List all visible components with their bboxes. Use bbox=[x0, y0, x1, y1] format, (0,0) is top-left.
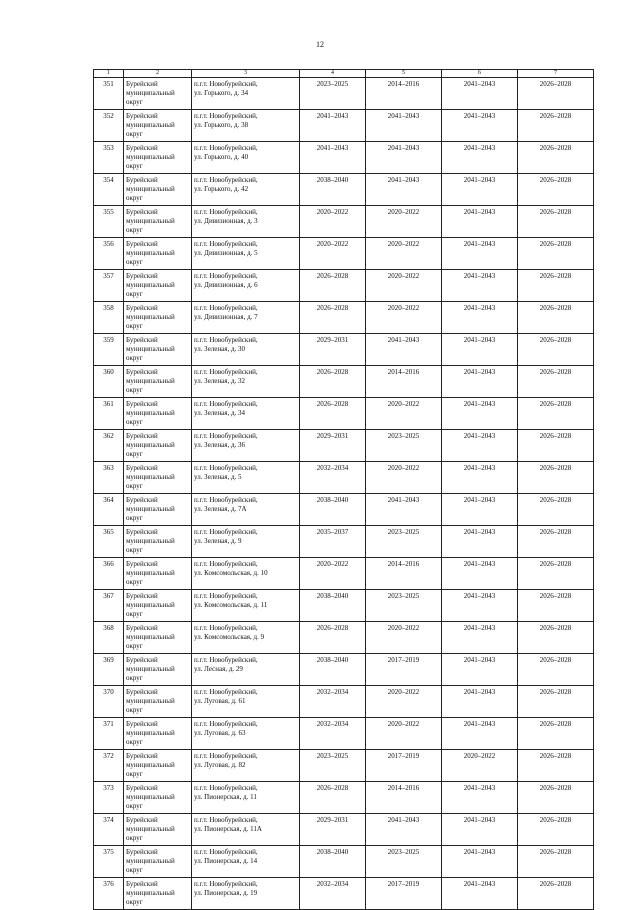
address-street: ул. Зеленая, д. 30 bbox=[194, 345, 246, 353]
period-col4: 2026–2028 bbox=[300, 302, 366, 334]
row-number: 358 bbox=[94, 302, 124, 334]
period-col4: 2038–2040 bbox=[300, 654, 366, 686]
period-col6: 2041–2043 bbox=[442, 526, 518, 558]
district-cell: Бурейский муниципальный округ bbox=[124, 366, 192, 398]
period-col6: 2041–2043 bbox=[442, 622, 518, 654]
row-number: 359 bbox=[94, 334, 124, 366]
period-col5: 2023–2025 bbox=[366, 846, 442, 878]
address-settlement: п.г.т. Новобурейский, bbox=[194, 560, 258, 568]
district-cell: Бурейский муниципальный округ bbox=[124, 878, 192, 910]
address-settlement: п.г.т. Новобурейский, bbox=[194, 720, 258, 728]
address-street: ул. Луговая, д. 63 bbox=[194, 729, 246, 737]
period-col5: 2041–2043 bbox=[366, 174, 442, 206]
schedule-table bbox=[93, 69, 594, 910]
period-col6: 2041–2043 bbox=[442, 462, 518, 494]
period-col7: 2026–2028 bbox=[518, 494, 594, 526]
period-col4: 2038–2040 bbox=[300, 494, 366, 526]
district-cell: Бурейский муниципальный округ bbox=[124, 782, 192, 814]
period-col4: 2026–2028 bbox=[300, 270, 366, 302]
address-street: ул. Зеленая, д. 34 bbox=[194, 409, 246, 417]
period-col7: 2026–2028 bbox=[518, 814, 594, 846]
period-col5: 2020–2022 bbox=[366, 462, 442, 494]
row-number: 352 bbox=[94, 110, 124, 142]
row-number: 363 bbox=[94, 462, 124, 494]
table-row bbox=[94, 302, 594, 334]
district-cell: Бурейский муниципальный округ bbox=[124, 430, 192, 462]
address-street: ул. Комсомольская, д. 10 bbox=[194, 569, 268, 577]
address-settlement: п.г.т. Новобурейский, bbox=[194, 656, 258, 664]
address-settlement: п.г.т. Новобурейский, bbox=[194, 592, 258, 600]
table-row bbox=[94, 654, 594, 686]
address-street: ул. Горького, д. 42 bbox=[194, 185, 249, 193]
period-col4: 2029–2031 bbox=[300, 430, 366, 462]
period-col6: 2041–2043 bbox=[442, 270, 518, 302]
address-cell bbox=[192, 366, 300, 398]
period-col7: 2026–2028 bbox=[518, 718, 594, 750]
period-col7: 2026–2028 bbox=[518, 622, 594, 654]
address-street: ул. Комсомольская, д. 11 bbox=[194, 601, 268, 609]
district-cell: Бурейский муниципальный округ bbox=[124, 238, 192, 270]
table-row bbox=[94, 750, 594, 782]
row-number: 367 bbox=[94, 590, 124, 622]
address-cell bbox=[192, 558, 300, 590]
table-row bbox=[94, 398, 594, 430]
address-cell bbox=[192, 462, 300, 494]
period-col5: 2041–2043 bbox=[366, 494, 442, 526]
address-cell bbox=[192, 142, 300, 174]
period-col5: 2014–2016 bbox=[366, 782, 442, 814]
address-street: ул. Дивизионная, д. 3 bbox=[194, 217, 258, 225]
table-row bbox=[94, 430, 594, 462]
period-col5: 2020–2022 bbox=[366, 206, 442, 238]
district-cell: Бурейский муниципальный округ bbox=[124, 334, 192, 366]
period-col7: 2026–2028 bbox=[518, 590, 594, 622]
address-settlement: п.г.т. Новобурейский, bbox=[194, 240, 258, 248]
address-settlement: п.г.т. Новобурейский, bbox=[194, 176, 258, 184]
period-col6: 2041–2043 bbox=[442, 398, 518, 430]
period-col5: 2020–2022 bbox=[366, 302, 442, 334]
address-street: ул. Зеленая, д. 36 bbox=[194, 441, 246, 449]
period-col5: 2014–2016 bbox=[366, 78, 442, 110]
address-street: ул. Горького, д. 38 bbox=[194, 121, 249, 129]
period-col7: 2026–2028 bbox=[518, 302, 594, 334]
table-row bbox=[94, 526, 594, 558]
column-header: 7 bbox=[518, 70, 594, 78]
period-col4: 2038–2040 bbox=[300, 590, 366, 622]
address-street: ул. Горького, д. 40 bbox=[194, 153, 249, 161]
address-street: ул. Пионерская, д. 14 bbox=[194, 857, 258, 865]
period-col5: 2014–2016 bbox=[366, 558, 442, 590]
period-col4: 2026–2028 bbox=[300, 398, 366, 430]
period-col4: 2026–2028 bbox=[300, 782, 366, 814]
period-col6: 2041–2043 bbox=[442, 174, 518, 206]
address-street: ул. Пионерская, д. 11 bbox=[194, 793, 257, 801]
period-col4: 2038–2040 bbox=[300, 846, 366, 878]
table-row bbox=[94, 78, 594, 110]
row-number: 374 bbox=[94, 814, 124, 846]
period-col7: 2026–2028 bbox=[518, 750, 594, 782]
address-street: ул. Луговая, д. 61 bbox=[194, 697, 246, 705]
period-col6: 2041–2043 bbox=[442, 654, 518, 686]
period-col6: 2041–2043 bbox=[442, 814, 518, 846]
period-col7: 2026–2028 bbox=[518, 110, 594, 142]
address-street: ул. Лесная, д. 29 bbox=[194, 665, 243, 673]
period-col4: 2032–2034 bbox=[300, 878, 366, 910]
address-cell bbox=[192, 622, 300, 654]
address-cell bbox=[192, 270, 300, 302]
district-cell: Бурейский муниципальный округ bbox=[124, 558, 192, 590]
period-col7: 2026–2028 bbox=[518, 142, 594, 174]
district-cell: Бурейский муниципальный округ bbox=[124, 462, 192, 494]
address-street: ул. Луговая, д. 82 bbox=[194, 761, 246, 769]
district-cell: Бурейский муниципальный округ bbox=[124, 174, 192, 206]
period-col6: 2041–2043 bbox=[442, 206, 518, 238]
district-cell: Бурейский муниципальный округ bbox=[124, 526, 192, 558]
period-col5: 2020–2022 bbox=[366, 686, 442, 718]
period-col4: 2041–2043 bbox=[300, 110, 366, 142]
period-col6: 2041–2043 bbox=[442, 846, 518, 878]
row-number: 369 bbox=[94, 654, 124, 686]
address-settlement: п.г.т. Новобурейский, bbox=[194, 432, 258, 440]
period-col5: 2017–2019 bbox=[366, 750, 442, 782]
row-number: 357 bbox=[94, 270, 124, 302]
address-cell bbox=[192, 814, 300, 846]
address-settlement: п.г.т. Новобурейский, bbox=[194, 784, 258, 792]
row-number: 356 bbox=[94, 238, 124, 270]
address-cell bbox=[192, 654, 300, 686]
period-col6: 2020–2022 bbox=[442, 750, 518, 782]
column-header: 5 bbox=[366, 70, 442, 78]
district-cell: Бурейский муниципальный округ bbox=[124, 750, 192, 782]
address-street: ул. Дивизионная, д. 5 bbox=[194, 249, 258, 257]
row-number: 364 bbox=[94, 494, 124, 526]
address-settlement: п.г.т. Новобурейский, bbox=[194, 880, 258, 888]
table-row bbox=[94, 270, 594, 302]
row-number: 368 bbox=[94, 622, 124, 654]
period-col4: 2035–2037 bbox=[300, 526, 366, 558]
district-cell: Бурейский муниципальный округ bbox=[124, 654, 192, 686]
row-number: 351 bbox=[94, 78, 124, 110]
address-cell bbox=[192, 206, 300, 238]
period-col7: 2026–2028 bbox=[518, 398, 594, 430]
district-cell: Бурейский муниципальный округ bbox=[124, 846, 192, 878]
column-header: 4 bbox=[300, 70, 366, 78]
district-cell: Бурейский муниципальный округ bbox=[124, 814, 192, 846]
period-col4: 2023–2025 bbox=[300, 750, 366, 782]
period-col4: 2020–2022 bbox=[300, 206, 366, 238]
address-settlement: п.г.т. Новобурейский, bbox=[194, 400, 258, 408]
period-col6: 2041–2043 bbox=[442, 590, 518, 622]
period-col7: 2026–2028 bbox=[518, 270, 594, 302]
period-col6: 2041–2043 bbox=[442, 110, 518, 142]
table-row bbox=[94, 110, 594, 142]
district-cell: Бурейский муниципальный округ bbox=[124, 206, 192, 238]
period-col7: 2026–2028 bbox=[518, 558, 594, 590]
period-col5: 2020–2022 bbox=[366, 718, 442, 750]
address-settlement: п.г.т. Новобурейский, bbox=[194, 816, 258, 824]
period-col4: 2032–2034 bbox=[300, 462, 366, 494]
address-street: ул. Пионерская, д. 19 bbox=[194, 889, 258, 897]
period-col7: 2026–2028 bbox=[518, 526, 594, 558]
table-row bbox=[94, 142, 594, 174]
address-street: ул. Зеленая, д. 32 bbox=[194, 377, 246, 385]
row-number: 366 bbox=[94, 558, 124, 590]
district-cell: Бурейский муниципальный округ bbox=[124, 494, 192, 526]
address-settlement: п.г.т. Новобурейский, bbox=[194, 752, 258, 760]
address-settlement: п.г.т. Новобурейский, bbox=[194, 144, 258, 152]
address-settlement: п.г.т. Новобурейский, bbox=[194, 272, 258, 280]
period-col7: 2026–2028 bbox=[518, 334, 594, 366]
address-street: ул. Комсомольская, д. 9 bbox=[194, 633, 265, 641]
period-col6: 2041–2043 bbox=[442, 302, 518, 334]
district-cell: Бурейский муниципальный округ bbox=[124, 590, 192, 622]
row-number: 361 bbox=[94, 398, 124, 430]
period-col6: 2041–2043 bbox=[442, 142, 518, 174]
row-number: 355 bbox=[94, 206, 124, 238]
period-col7: 2026–2028 bbox=[518, 846, 594, 878]
period-col6: 2041–2043 bbox=[442, 78, 518, 110]
period-col4: 2023–2025 bbox=[300, 78, 366, 110]
district-cell: Бурейский муниципальный округ bbox=[124, 142, 192, 174]
period-col5: 2041–2043 bbox=[366, 142, 442, 174]
district-cell: Бурейский муниципальный округ bbox=[124, 686, 192, 718]
address-cell bbox=[192, 750, 300, 782]
period-col6: 2041–2043 bbox=[442, 878, 518, 910]
address-cell bbox=[192, 782, 300, 814]
address-settlement: п.г.т. Новобурейский, bbox=[194, 208, 258, 216]
period-col7: 2026–2028 bbox=[518, 430, 594, 462]
column-header: 2 bbox=[124, 70, 192, 78]
table-row bbox=[94, 590, 594, 622]
period-col6: 2041–2043 bbox=[442, 238, 518, 270]
period-col5: 2014–2016 bbox=[366, 366, 442, 398]
row-number: 353 bbox=[94, 142, 124, 174]
period-col6: 2041–2043 bbox=[442, 494, 518, 526]
period-col7: 2026–2028 bbox=[518, 206, 594, 238]
period-col7: 2026–2028 bbox=[518, 462, 594, 494]
address-cell bbox=[192, 238, 300, 270]
period-col6: 2041–2043 bbox=[442, 366, 518, 398]
table-row bbox=[94, 334, 594, 366]
address-cell bbox=[192, 334, 300, 366]
address-settlement: п.г.т. Новобурейский, bbox=[194, 112, 258, 120]
address-cell bbox=[192, 78, 300, 110]
table-row bbox=[94, 366, 594, 398]
period-col4: 2020–2022 bbox=[300, 238, 366, 270]
column-header: 1 bbox=[94, 70, 124, 78]
address-settlement: п.г.т. Новобурейский, bbox=[194, 496, 258, 504]
period-col4: 2026–2028 bbox=[300, 366, 366, 398]
period-col4: 2038–2040 bbox=[300, 174, 366, 206]
period-col4: 2026–2028 bbox=[300, 622, 366, 654]
period-col6: 2041–2043 bbox=[442, 334, 518, 366]
district-cell: Бурейский муниципальный округ bbox=[124, 622, 192, 654]
row-number: 376 bbox=[94, 878, 124, 910]
address-settlement: п.г.т. Новобурейский, bbox=[194, 368, 258, 376]
table-row bbox=[94, 174, 594, 206]
period-col6: 2041–2043 bbox=[442, 430, 518, 462]
district-cell: Бурейский муниципальный округ bbox=[124, 302, 192, 334]
period-col7: 2026–2028 bbox=[518, 782, 594, 814]
address-settlement: п.г.т. Новобурейский, bbox=[194, 336, 258, 344]
address-street: ул. Зеленая, д. 7А bbox=[194, 505, 247, 513]
row-number: 362 bbox=[94, 430, 124, 462]
address-settlement: п.г.т. Новобурейский, bbox=[194, 528, 258, 536]
row-number: 370 bbox=[94, 686, 124, 718]
address-cell bbox=[192, 686, 300, 718]
address-street: ул. Дивизионная, д. 7 bbox=[194, 313, 258, 321]
page-number: 12 bbox=[316, 40, 324, 49]
row-number: 360 bbox=[94, 366, 124, 398]
period-col5: 2020–2022 bbox=[366, 270, 442, 302]
column-header: 6 bbox=[442, 70, 518, 78]
address-cell bbox=[192, 590, 300, 622]
table-row bbox=[94, 622, 594, 654]
district-cell: Бурейский муниципальный округ bbox=[124, 270, 192, 302]
table-body bbox=[94, 78, 594, 910]
row-number: 365 bbox=[94, 526, 124, 558]
period-col5: 2020–2022 bbox=[366, 622, 442, 654]
address-street: ул. Дивизионная, д. 6 bbox=[194, 281, 258, 289]
address-street: ул. Горького, д. 34 bbox=[194, 89, 249, 97]
district-cell: Бурейский муниципальный округ bbox=[124, 110, 192, 142]
table-row bbox=[94, 206, 594, 238]
address-cell bbox=[192, 846, 300, 878]
table-row bbox=[94, 846, 594, 878]
address-cell bbox=[192, 718, 300, 750]
period-col6: 2041–2043 bbox=[442, 686, 518, 718]
period-col5: 2041–2043 bbox=[366, 814, 442, 846]
period-col4: 2041–2043 bbox=[300, 142, 366, 174]
table-row bbox=[94, 558, 594, 590]
address-cell bbox=[192, 302, 300, 334]
address-settlement: п.г.т. Новобурейский, bbox=[194, 624, 258, 632]
table-row bbox=[94, 686, 594, 718]
row-number: 372 bbox=[94, 750, 124, 782]
address-settlement: п.г.т. Новобурейский, bbox=[194, 688, 258, 696]
district-cell: Бурейский муниципальный округ bbox=[124, 78, 192, 110]
period-col5: 2020–2022 bbox=[366, 398, 442, 430]
period-col7: 2026–2028 bbox=[518, 654, 594, 686]
table-row bbox=[94, 782, 594, 814]
period-col7: 2026–2028 bbox=[518, 174, 594, 206]
period-col5: 2041–2043 bbox=[366, 110, 442, 142]
period-col7: 2026–2028 bbox=[518, 686, 594, 718]
period-col4: 2029–2031 bbox=[300, 814, 366, 846]
period-col4: 2032–2034 bbox=[300, 686, 366, 718]
district-cell: Бурейский муниципальный округ bbox=[124, 398, 192, 430]
period-col5: 2023–2025 bbox=[366, 526, 442, 558]
period-col6: 2041–2043 bbox=[442, 782, 518, 814]
period-col4: 2029–2031 bbox=[300, 334, 366, 366]
address-settlement: п.г.т. Новобурейский, bbox=[194, 80, 258, 88]
column-header: 3 bbox=[192, 70, 300, 78]
address-street: ул. Зеленая, д. 5 bbox=[194, 473, 242, 481]
period-col6: 2041–2043 bbox=[442, 558, 518, 590]
period-col4: 2020–2022 bbox=[300, 558, 366, 590]
period-col7: 2026–2028 bbox=[518, 78, 594, 110]
period-col5: 2041–2043 bbox=[366, 334, 442, 366]
address-settlement: п.г.т. Новобурейский, bbox=[194, 304, 258, 312]
table-row bbox=[94, 814, 594, 846]
table-row bbox=[94, 718, 594, 750]
address-cell bbox=[192, 110, 300, 142]
period-col5: 2017–2019 bbox=[366, 878, 442, 910]
address-street: ул. Пионерская, д. 11А bbox=[194, 825, 262, 833]
period-col7: 2026–2028 bbox=[518, 878, 594, 910]
period-col5: 2020–2022 bbox=[366, 238, 442, 270]
address-cell bbox=[192, 174, 300, 206]
column-number-row bbox=[94, 70, 594, 78]
address-cell bbox=[192, 398, 300, 430]
table-row bbox=[94, 494, 594, 526]
period-col5: 2023–2025 bbox=[366, 430, 442, 462]
address-street: ул. Зеленая, д. 9 bbox=[194, 537, 242, 545]
address-cell bbox=[192, 526, 300, 558]
table-row bbox=[94, 462, 594, 494]
row-number: 354 bbox=[94, 174, 124, 206]
period-col7: 2026–2028 bbox=[518, 238, 594, 270]
row-number: 371 bbox=[94, 718, 124, 750]
district-cell: Бурейский муниципальный округ bbox=[124, 718, 192, 750]
table-row bbox=[94, 238, 594, 270]
address-cell bbox=[192, 430, 300, 462]
row-number: 375 bbox=[94, 846, 124, 878]
address-settlement: п.г.т. Новобурейский, bbox=[194, 464, 258, 472]
row-number: 373 bbox=[94, 782, 124, 814]
period-col6: 2041–2043 bbox=[442, 718, 518, 750]
period-col5: 2023–2025 bbox=[366, 590, 442, 622]
period-col7: 2026–2028 bbox=[518, 366, 594, 398]
period-col4: 2032–2034 bbox=[300, 718, 366, 750]
address-settlement: п.г.т. Новобурейский, bbox=[194, 848, 258, 856]
period-col5: 2017–2019 bbox=[366, 654, 442, 686]
address-cell bbox=[192, 494, 300, 526]
